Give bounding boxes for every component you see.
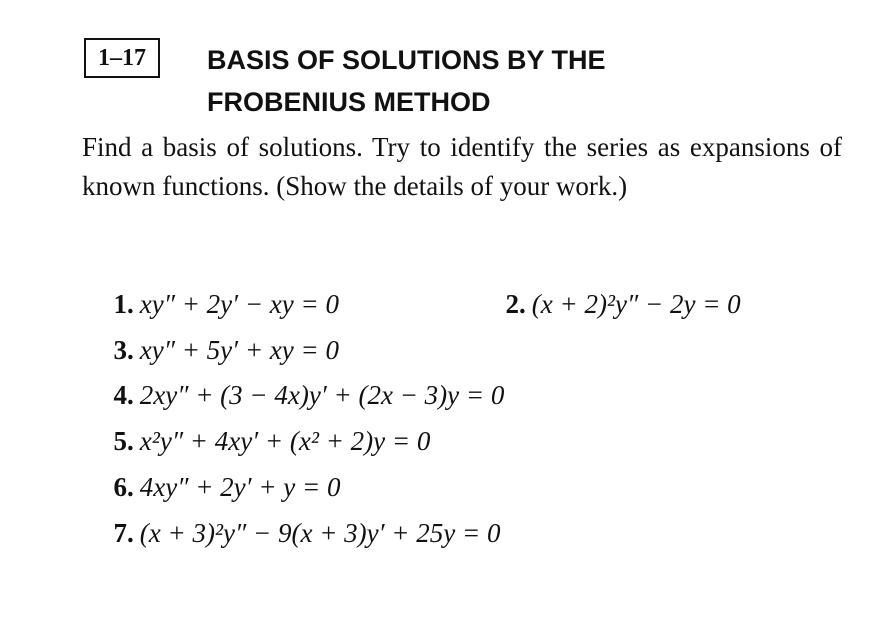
problem-number: 1.	[113, 289, 134, 319]
problem-7	[100, 479, 500, 551]
problem-equation: x²y″ + 4xy′ + (x² + 2)y = 0	[139, 426, 431, 456]
problem-equation: xy″ + 2y′ − xy = 0	[139, 289, 339, 319]
section-title-line-1: BASIS OF SOLUTIONS BY THE	[207, 45, 606, 75]
problem-number: 4.	[113, 380, 134, 410]
problem-number: 6.	[113, 472, 134, 502]
problem-equation: 4xy″ + 2y′ + y = 0	[139, 472, 341, 502]
problem-number: 3.	[113, 335, 134, 365]
problem-equation: 2xy″ + (3 − 4x)y′ + (2x − 3)y = 0	[139, 380, 505, 410]
section-title	[207, 39, 606, 123]
problem-number: 2.	[505, 289, 526, 319]
problem-number: 5.	[113, 426, 134, 456]
problem-equation: xy″ + 5y′ + xy = 0	[139, 335, 339, 365]
instructions-text: Find a basis of solutions. Try to identify the series as expansions of known functions. (Show the details of your work.)	[82, 132, 842, 201]
problem-equation: (x + 3)²y″ − 9(x + 3)y′ + 25y = 0	[139, 518, 501, 548]
problem-number: 7.	[113, 518, 134, 548]
problem-equation: (x + 2)²y″ − 2y = 0	[531, 289, 741, 319]
section-number-badge: 1–17	[84, 38, 160, 78]
problem-2	[492, 250, 741, 322]
section-title-line-2: FROBENIUS METHOD	[207, 87, 491, 117]
